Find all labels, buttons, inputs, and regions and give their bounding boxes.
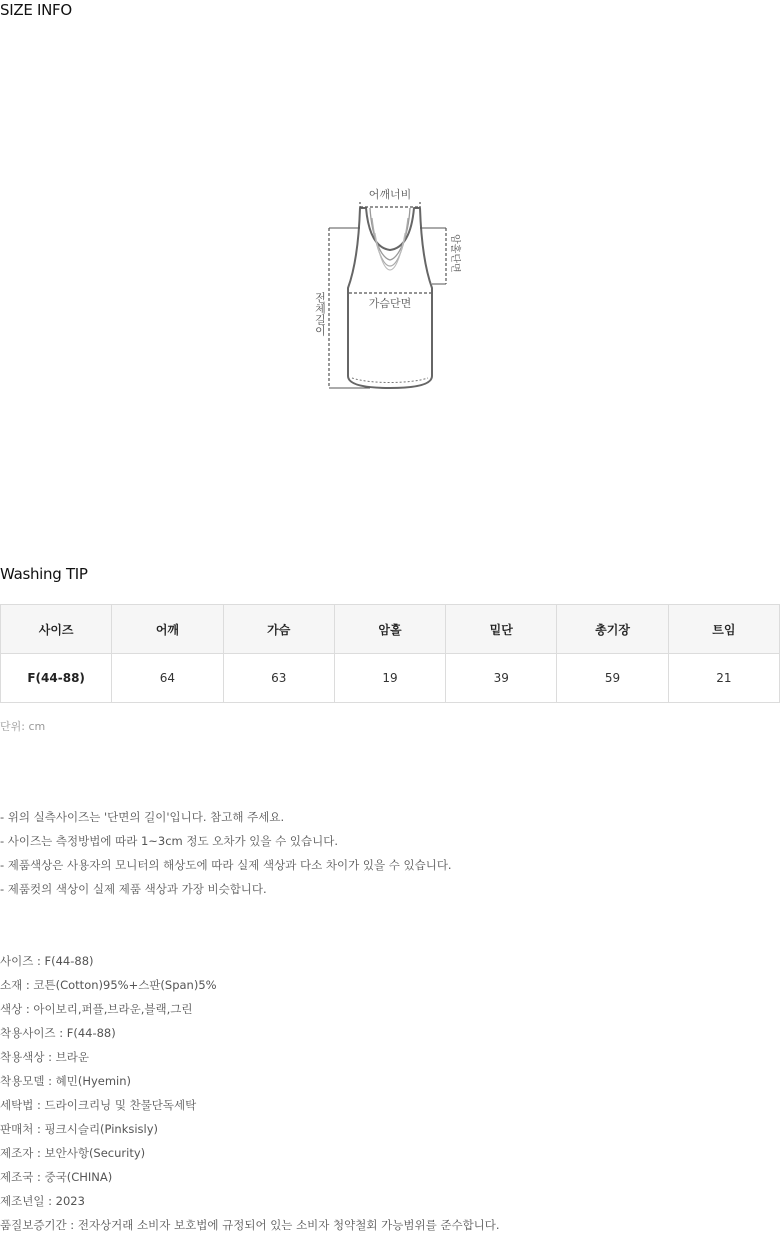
list-item: 소재 : 코튼(Cotton)95%+스판(Span)5% xyxy=(0,978,217,992)
table-row xyxy=(1,654,780,703)
list-item: 제조년일 : 2023 xyxy=(0,1194,85,1208)
list-item: - 사이즈는 측정방법에 따라 1~3cm 정도 오차가 있을 수 있습니다. xyxy=(0,834,339,848)
list-item: 세탁법 : 드라이크리닝 및 찬물단독세탁 xyxy=(0,1098,197,1112)
header-slit: 트임 xyxy=(668,605,779,654)
list-item: - 제품컷의 색상이 실제 제품 색상과 가장 비슷합니다. xyxy=(0,882,267,896)
cell-shoulder: 64 xyxy=(112,654,223,703)
length-label: 전체길이 xyxy=(313,292,327,336)
unit-note: 단위: cm xyxy=(0,720,46,733)
header-chest: 가슴 xyxy=(223,605,334,654)
shoulder-label: 어깨너비 xyxy=(368,188,412,201)
cell-total-length: 59 xyxy=(557,654,668,703)
list-item: 제조자 : 보안사항(Security) xyxy=(0,1146,146,1160)
size-table-header xyxy=(1,605,780,654)
header-total-length: 총기장 xyxy=(557,605,668,654)
size-notes xyxy=(0,805,452,901)
chest-label: 가슴단면 xyxy=(368,297,412,310)
header-shoulder: 어깨 xyxy=(112,605,223,654)
size-table xyxy=(0,604,780,703)
list-item: 착용사이즈 : F(44-88) xyxy=(0,1026,116,1040)
list-item: 착용색상 : 브라운 xyxy=(0,1050,89,1064)
header-hem: 밑단 xyxy=(446,605,557,654)
tank-top-illustration xyxy=(290,178,490,398)
cell-hem: 39 xyxy=(446,654,557,703)
list-item: 사이즈 : F(44-88) xyxy=(0,954,94,968)
washing-tip-title: Washing TIP xyxy=(0,565,88,583)
size-info-title: SIZE INFO xyxy=(0,1,72,19)
list-item: 착용모델 : 혜민(Hyemin) xyxy=(0,1074,132,1088)
list-item: 색상 : 아이보리,퍼플,브라운,블랙,그린 xyxy=(0,1002,193,1016)
cell-chest: 63 xyxy=(223,654,334,703)
header-size: 사이즈 xyxy=(1,605,112,654)
product-specs xyxy=(0,949,500,1237)
cell-size: F(44-88) xyxy=(1,654,112,703)
garment-size-diagram xyxy=(290,178,490,398)
list-item: - 위의 실측사이즈는 '단면의 길이'입니다. 참고해 주세요. xyxy=(0,810,285,824)
cell-armhole: 19 xyxy=(334,654,445,703)
list-item: 품질보증기간 : 전자상거래 소비자 보호법에 규정되어 있는 소비자 청약철회 가능범위를 준수합니다. xyxy=(0,1218,500,1232)
armhole-label: 암홀단면 xyxy=(449,234,460,273)
list-item: 제조국 : 중국(CHINA) xyxy=(0,1170,113,1184)
list-item: 판매처 : 핑크시슬리(Pinksisly) xyxy=(0,1122,159,1136)
header-armhole: 암홀 xyxy=(334,605,445,654)
list-item: - 제품색상은 사용자의 모니터의 해상도에 따라 실제 색상과 다소 차이가 있을 수 있습니다. xyxy=(0,858,452,872)
cell-slit: 21 xyxy=(668,654,779,703)
